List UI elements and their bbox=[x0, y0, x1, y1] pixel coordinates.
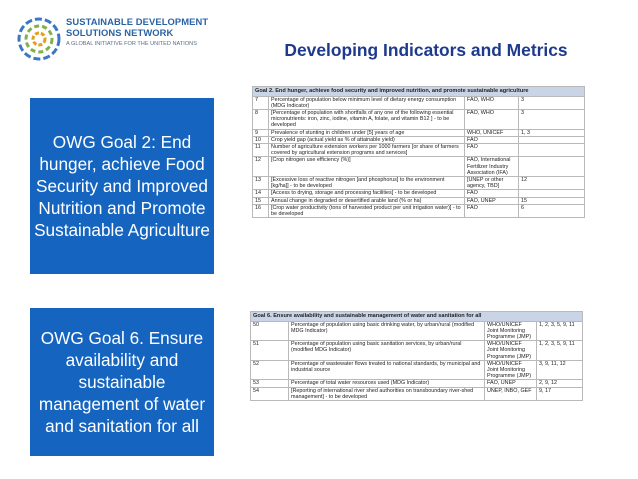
table-row bbox=[253, 96, 585, 109]
table-row bbox=[253, 110, 585, 130]
cell-num: 10 bbox=[253, 136, 269, 143]
cell-targets: 2, 9, 12 bbox=[537, 380, 583, 387]
cell-agency: [UNEP or other agency, TBD] bbox=[465, 177, 519, 190]
goal-6-text: OWG Goal 6. Ensure availability and sustainable management of water and sanitation for all bbox=[38, 328, 206, 436]
cell-agency: FAO, WHO bbox=[465, 96, 519, 109]
cell-agency: FAO, UNEP bbox=[465, 197, 519, 204]
logo-line-1: SUSTAINABLE DEVELOPMENT bbox=[66, 16, 209, 27]
cell-agency: UNEP, INBO, GEF bbox=[485, 387, 537, 400]
cell-agency: WHO/UNICEF Joint Monitoring Programme (JMP) bbox=[485, 321, 537, 341]
cell-desc: Number of agriculture extension workers per 1000 farmers [or share of farmers covered by agricultural extension programs and services] bbox=[269, 144, 465, 157]
goal-2-indicator-table bbox=[252, 86, 585, 218]
table-row bbox=[253, 129, 585, 136]
cell-agency: FAO, International Fertilizer Industry Association (IFA) bbox=[465, 157, 519, 177]
cell-num: 8 bbox=[253, 110, 269, 130]
cell-desc: Percentage of total water resources used (MDG Indicator) bbox=[289, 380, 485, 387]
cell-num: 7 bbox=[253, 96, 269, 109]
cell-targets: 15 bbox=[519, 197, 585, 204]
cell-num: 9 bbox=[253, 129, 269, 136]
cell-targets: 1, 2, 3, 5, 9, 11 bbox=[537, 341, 583, 361]
logo-line-2: SOLUTIONS NETWORK bbox=[66, 26, 174, 38]
cell-desc: Percentage of population using basic drinking water, by urban/rural (modified MDG Indicator) bbox=[289, 321, 485, 341]
cell-targets: 1, 2, 3, 5, 9, 11 bbox=[537, 321, 583, 341]
cell-agency: WHO/UNICEF Joint Monitoring Programme (JMP) bbox=[485, 360, 537, 380]
cell-targets: 3 bbox=[519, 96, 585, 109]
cell-desc: [Crop water productivity (tons of harvested product per unit irrigation water)] - to be developed bbox=[269, 204, 465, 217]
table-row bbox=[253, 190, 585, 197]
table-row bbox=[251, 341, 583, 361]
sdsn-logo bbox=[14, 14, 214, 68]
cell-desc: [Percentage of population with shortfalls of any one of the following essential micronutrients: iron, zinc, iodine, vitamin A, folate, and vitamin B12 ] - to be developed bbox=[269, 110, 465, 130]
cell-agency: FAO, WHO bbox=[465, 110, 519, 130]
cell-agency: WHO/UNICEF Joint Monitoring Programme (JMP) bbox=[485, 341, 537, 361]
table-row bbox=[251, 387, 583, 400]
cell-targets: 6 bbox=[519, 204, 585, 217]
logo-tagline: A GLOBAL INITIATIVE FOR THE UNITED NATIONS bbox=[66, 41, 197, 47]
cell-num: 15 bbox=[253, 197, 269, 204]
cell-agency: FAO, UNEP bbox=[485, 380, 537, 387]
cell-desc: Percentage of population below minimum level of dietary energy consumption (MDG Indicator) bbox=[269, 96, 465, 109]
cell-targets: 12 bbox=[519, 177, 585, 190]
table-header: Goal 2. End hunger, achieve food security and improved nutrition, and promote sustainable agriculture bbox=[253, 87, 585, 97]
cell-agency: FAO bbox=[465, 144, 519, 157]
cell-num: 13 bbox=[253, 177, 269, 190]
cell-targets: 1, 3 bbox=[519, 129, 585, 136]
cell-targets: 3, 9, 11, 12 bbox=[537, 360, 583, 380]
cell-targets: 3 bbox=[519, 110, 585, 130]
table-header: Goal 6. Ensure availability and sustainable management of water and sanitation for all bbox=[251, 312, 583, 322]
cell-num: 51 bbox=[251, 341, 289, 361]
cell-num: 53 bbox=[251, 380, 289, 387]
cell-num: 50 bbox=[251, 321, 289, 341]
cell-desc: Crop yield gap (actual yield as % of attainable yield) bbox=[269, 136, 465, 143]
cell-num: 14 bbox=[253, 190, 269, 197]
goal-2-text: OWG Goal 2: End hunger, achieve Food Security and Improved Nutrition and Promote Sustainable Agriculture bbox=[34, 132, 210, 240]
cell-desc: Prevalence of stunting in children under [5] years of age bbox=[269, 129, 465, 136]
cell-agency: FAO bbox=[465, 136, 519, 143]
cell-desc: [Access to drying, storage and processing facilities] - to be developed bbox=[269, 190, 465, 197]
cell-desc: Percentage of wastewater flows treated to national standards, by municipal and industrial source bbox=[289, 360, 485, 380]
cell-num: 52 bbox=[251, 360, 289, 380]
cell-num: 54 bbox=[251, 387, 289, 400]
cell-desc: [Crop nitrogen use efficiency (%)] bbox=[269, 157, 465, 177]
goal-6-indicator-table bbox=[250, 311, 583, 401]
cell-targets bbox=[519, 136, 585, 143]
cell-agency: FAO bbox=[465, 204, 519, 217]
cell-agency: WHO, UNICEF bbox=[465, 129, 519, 136]
sdsn-globe-icon bbox=[14, 14, 64, 64]
cell-num: 16 bbox=[253, 204, 269, 217]
cell-desc: [Excessive loss of reactive nitrogen [and phosphorus] to the environment [kg/ha]] - to be developed bbox=[269, 177, 465, 190]
table-row bbox=[251, 321, 583, 341]
cell-targets: 9, 17 bbox=[537, 387, 583, 400]
table-row bbox=[253, 177, 585, 190]
slide-title: Developing Indicators and Metrics bbox=[284, 40, 568, 60]
table-row bbox=[253, 204, 585, 217]
table-row bbox=[253, 144, 585, 157]
goal-6-box bbox=[30, 308, 214, 456]
cell-agency: FAO bbox=[465, 190, 519, 197]
table-row bbox=[251, 380, 583, 387]
cell-targets bbox=[519, 157, 585, 177]
cell-targets bbox=[519, 144, 585, 157]
table-row bbox=[253, 157, 585, 177]
table-row bbox=[253, 136, 585, 143]
cell-desc: Annual change in degraded or desertified arable land (% or ha) bbox=[269, 197, 465, 204]
cell-desc: [Reporting of international river shed authorities on transboundary river-shed management] - to be developed bbox=[289, 387, 485, 400]
goal-2-box bbox=[30, 98, 214, 274]
cell-desc: Percentage of population using basic sanitation services, by urban/rural (modified MDG Indicator) bbox=[289, 341, 485, 361]
cell-num: 11 bbox=[253, 144, 269, 157]
cell-num: 12 bbox=[253, 157, 269, 177]
cell-targets bbox=[519, 190, 585, 197]
table-row bbox=[251, 360, 583, 380]
table-row bbox=[253, 197, 585, 204]
